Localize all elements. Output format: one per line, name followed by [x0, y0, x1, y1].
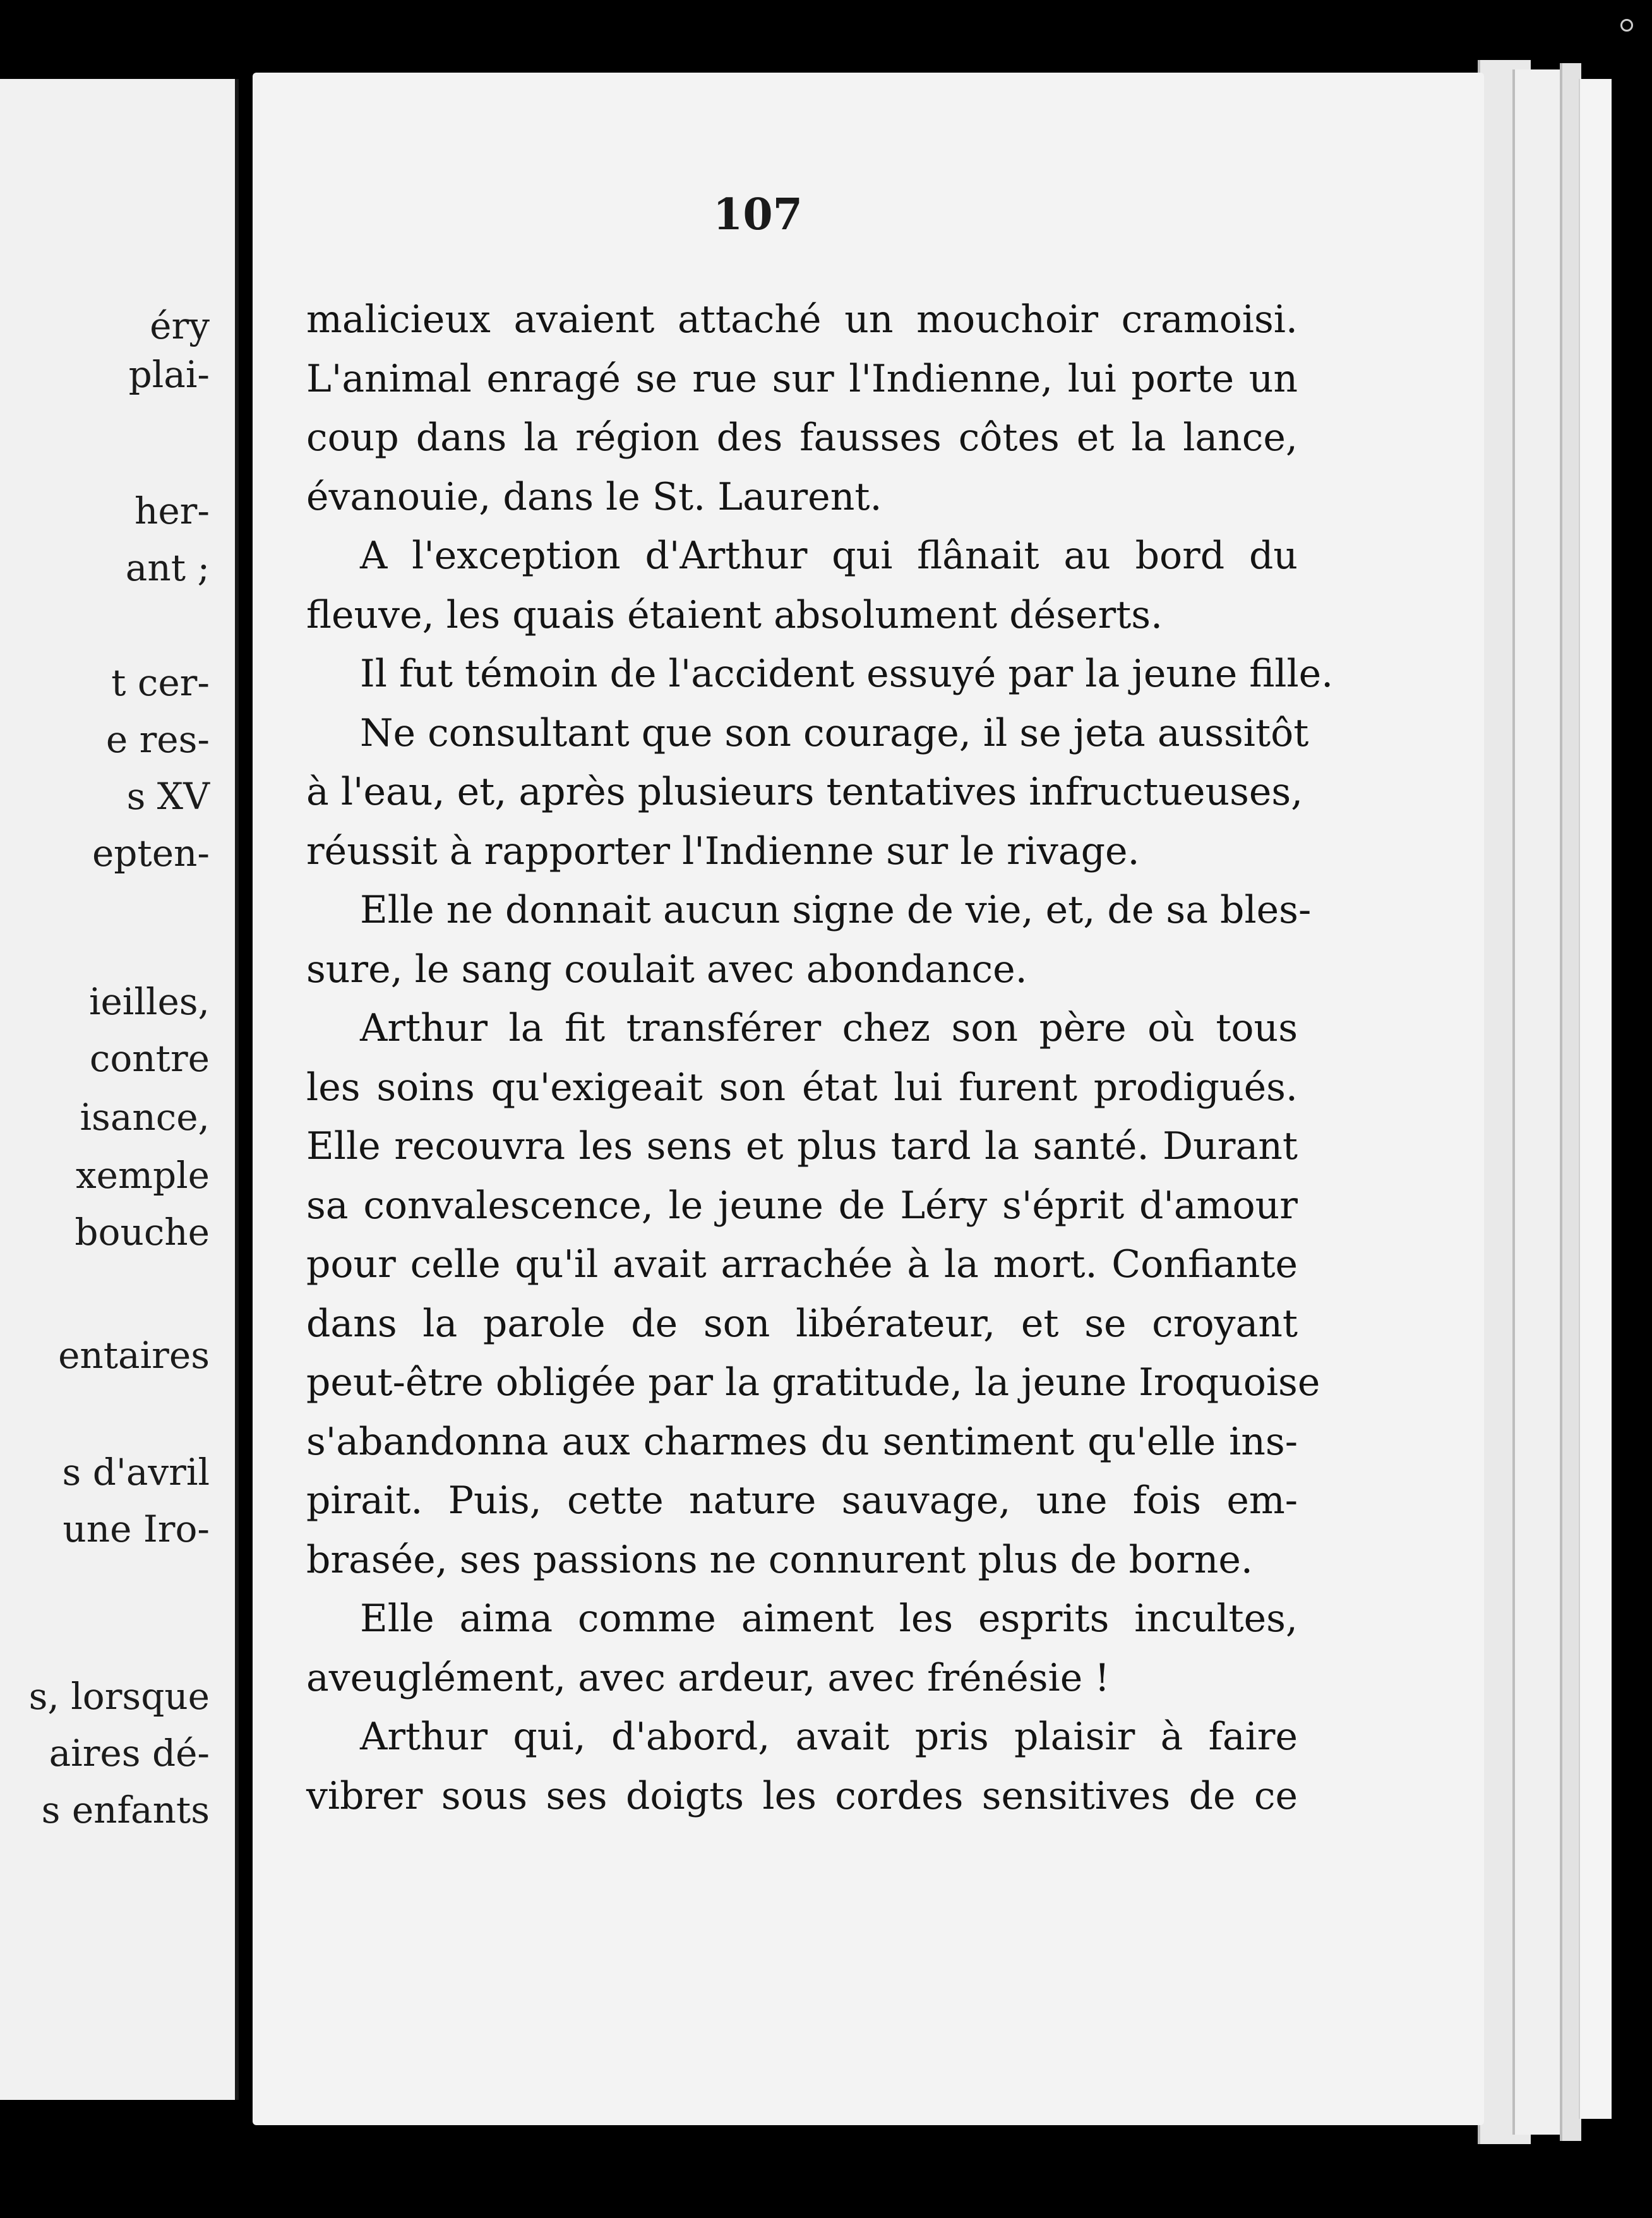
body-line: pour celle qu'il avait arrachée à la mort. Confiante — [306, 1242, 1298, 1286]
body-line: coup dans la région des fausses côtes et la lance, — [306, 416, 1298, 460]
body-line: Ne consultant que son courage, il se jeta aussitôt — [360, 710, 1309, 755]
page-body — [306, 291, 1334, 1826]
facing-page-fragment: her- — [134, 489, 210, 532]
body-line: fleuve, les quais étaient absolument déserts. — [306, 592, 1163, 637]
facing-page-fragment: aires dé- — [49, 1732, 210, 1775]
body-line: Il fut témoin de l'accident essuyé par la jeune fille. — [360, 652, 1334, 696]
body-line: aveuglément, avec ardeur, avec frénésie ! — [306, 1655, 1110, 1700]
body-line: Elle recouvra les sens et plus tard la santé. Durant — [306, 1124, 1298, 1168]
body-line: évanouie, dans le St. Laurent. — [306, 474, 882, 519]
body-line: réussit à rapporter l'Indienne sur le rivage. — [306, 829, 1140, 873]
page-edge — [1560, 63, 1581, 2141]
facing-page-fragment: s enfants — [41, 1789, 210, 1831]
facing-page-fragment: t cer- — [111, 661, 210, 704]
facing-page-fragment: s XV — [126, 775, 210, 818]
body-line: Elle aima comme aiment les esprits incultes, — [360, 1597, 1298, 1641]
body-line: vibrer sous ses doigts les cordes sensitives de ce — [306, 1773, 1298, 1818]
facing-page-fragment: une Iro- — [63, 1508, 210, 1550]
body-line: peut-être obligée par la gratitude, la jeune Iroquoise — [306, 1360, 1320, 1405]
facing-page-fragment: s d'avril — [62, 1451, 210, 1494]
body-line: Elle ne donnait aucun signe de vie, et, de sa bles- — [360, 888, 1312, 932]
facing-page-fragment: s, lorsque — [28, 1675, 210, 1718]
facing-page-fragment: isance, — [80, 1096, 210, 1139]
facing-page-fragment: entaires — [58, 1334, 210, 1377]
facing-page — [0, 79, 239, 2100]
body-line: à l'eau, et, après plusieurs tentatives infructueuses, — [306, 770, 1303, 814]
facing-page-fragment: plai- — [128, 353, 210, 396]
page-number: 107 — [713, 189, 803, 240]
body-line: malicieux avaient attaché un mouchoir cramoisi. — [306, 297, 1298, 342]
body-line: sa convalescence, le jeune de Léry s'éprit d'amour — [306, 1183, 1298, 1228]
facing-page-fragment: e res- — [105, 718, 210, 761]
body-line: Arthur qui, d'abord, avait pris plaisir à faire — [360, 1715, 1298, 1759]
body-line: sure, le sang coulait avec abondance. — [306, 947, 1027, 992]
body-line: Arthur la fit transférer chez son père où tous — [360, 1006, 1298, 1050]
facing-page-fragment: xemple — [75, 1154, 210, 1197]
page-edge — [1579, 79, 1612, 2119]
facing-page-fragment: ieilles, — [88, 980, 210, 1023]
body-line: A l'exception d'Arthur qui flânait au bord du — [360, 534, 1298, 578]
body-line: s'abandonna aux charmes du sentiment qu'elle ins- — [306, 1419, 1298, 1464]
facing-page-fragment: bouche — [75, 1211, 210, 1254]
body-line: L'animal enragé se rue sur l'Indienne, lui porte un — [306, 356, 1298, 401]
body-line: pirait. Puis, cette nature sauvage, une fois em- — [306, 1478, 1298, 1523]
facing-page-fragment: contre — [89, 1037, 210, 1080]
facing-page-fragment: ant ; — [125, 546, 210, 589]
corner-mark — [1620, 19, 1633, 32]
facing-page-fragment: éry — [150, 304, 210, 347]
body-line: brasée, ses passions ne connurent plus de borne. — [306, 1537, 1253, 1582]
body-line: les soins qu'exigeait son état lui furent prodigués. — [306, 1065, 1298, 1110]
body-line: dans la parole de son libérateur, et se croyant — [306, 1301, 1298, 1346]
facing-page-fragment: epten- — [92, 832, 210, 875]
